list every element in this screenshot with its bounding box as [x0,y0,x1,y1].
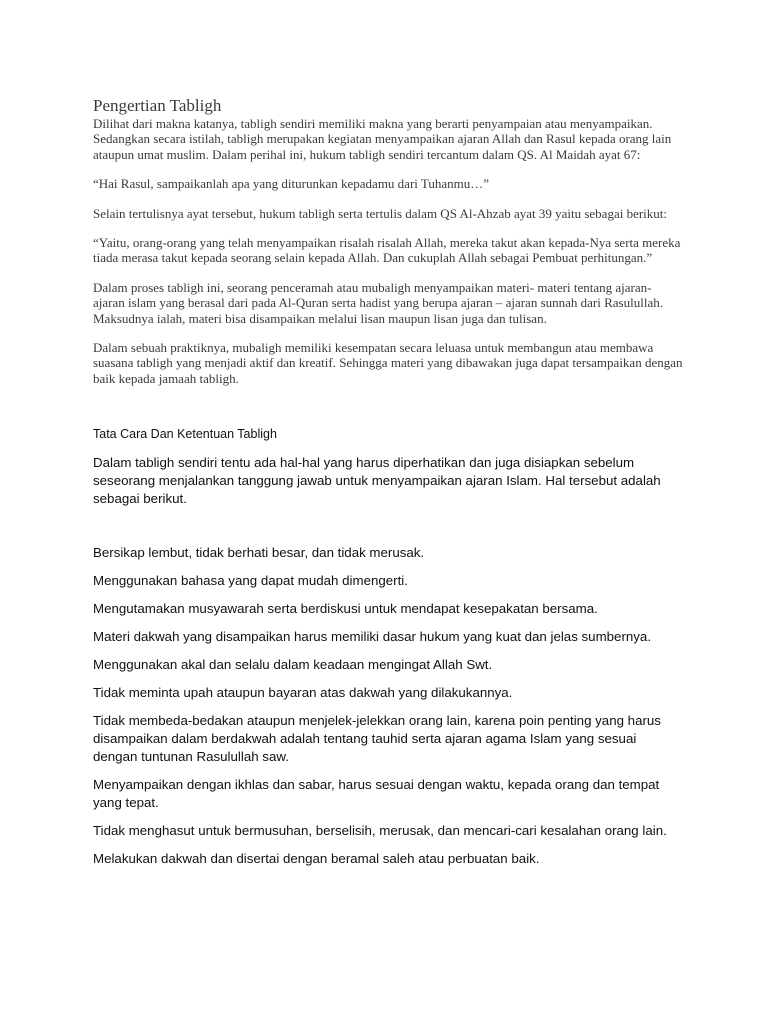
list-item: Tidak menghasut untuk bermusuhan, berselisih, merusak, dan mencari-cari kesalahan orang lain. [93,823,667,839]
paragraph-practice: Dalam sebuah praktiknya, mubaligh memiliki kesempatan secara leluasa untuk membangun atau membawa suasana tabligh yang menjadi aktif dan kreatif. Sehingga materi yang dibawakan juga dapat tersampaikan dengan baik kepada jamaah tabligh. [93,340,683,386]
list-item: Tidak membeda-bedakan ataupun menjelek-jelekkan orang lain, karena poin penting yang harus disampaikan dalam berdakwah adalah tentang tauhid serta ajaran agama Islam yang sesuai dengan tuntunan Rasulullah saw. [93,713,661,765]
list-item: Materi dakwah yang disampaikan harus memiliki dasar hukum yang kuat dan jelas sumbernya. [93,629,652,645]
list-item: Melakukan dakwah dan disertai dengan beramal saleh atau perbuatan baik. [93,851,540,867]
list-item: Menggunakan bahasa yang dapat mudah dimengerti. [93,573,408,589]
paragraph-al-ahzab-intro: Selain tertulisnya ayat tersebut, hukum tabligh serta tertulis dalam QS Al-Ahzab ayat 39 yaitu sebagai berikut: [93,205,668,221]
document-page [93,96,683,878]
paragraph-definition: Dilihat dari makna katanya, tabligh sendiri memiliki makna yang berarti penyampaian atau menyampaikan. Sedangkan secara istilah, tabligh merupakan kegiatan menyampaikan ajaran Allah dan Rasul kepada orang lain ataupun umat muslim. Dalam perihal ini, hukum tabligh sendiri tercantum dalam QS. Al Maidah ayat 67: [93,116,672,162]
procedure-list [93,544,683,868]
section-subtitle: Tata Cara Dan Ketentuan Tabligh [93,427,277,442]
quote-al-maidah: “Hai Rasul, sampaikanlah apa yang diturunkan kepadamu dari Tuhanmu…” [93,176,490,192]
list-item: Mengutamakan musyawarah serta berdiskusi untuk mendapat kesepakatan bersama. [93,601,598,617]
section-procedures [93,426,683,868]
list-item: Menyampaikan dengan ikhlas dan sabar, harus sesuai dengan waktu, kepada orang dan tempat yang tepat. [93,777,660,811]
list-item: Menggunakan akal dan selalu dalam keadaan mengingat Allah Swt. [93,657,493,673]
list-item: Tidak meminta upah ataupun bayaran atas dakwah yang dilakukannya. [93,685,513,701]
list-item: Bersikap lembut, tidak berhati besar, dan tidak merusak. [93,545,425,561]
section-intro: Dalam tabligh sendiri tentu ada hal-hal yang harus diperhatikan dan juga disiapkan sebelum seseorang menjalankan tanggung jawab untuk menyampaikan ajaran Islam. Hal tersebut adalah sebagai berikut. [93,455,661,507]
paragraph-process: Dalam proses tabligh ini, seorang penceramah atau mubaligh menyampaikan materi- materi tentang ajaran-ajaran islam yang berasal dari pada Al-Quran serta hadist yang berupa ajaran – ajaran sunnah dari Rasulullah. Maksudnya ialah, materi bisa disampaikan melalui lisan maupun lisan juga dan tulisan. [93,279,663,326]
document-title: Pengertian Tabligh [93,96,222,115]
quote-al-ahzab: “Yaitu, orang-orang yang telah menyampaikan risalah risalah Allah, mereka takut akan kepada-Nya serta mereka tiada merasa takut kepada seorang selain kepada Allah. Dan cukuplah Allah sebagai Pembuat perhitungan.” [93,235,681,266]
